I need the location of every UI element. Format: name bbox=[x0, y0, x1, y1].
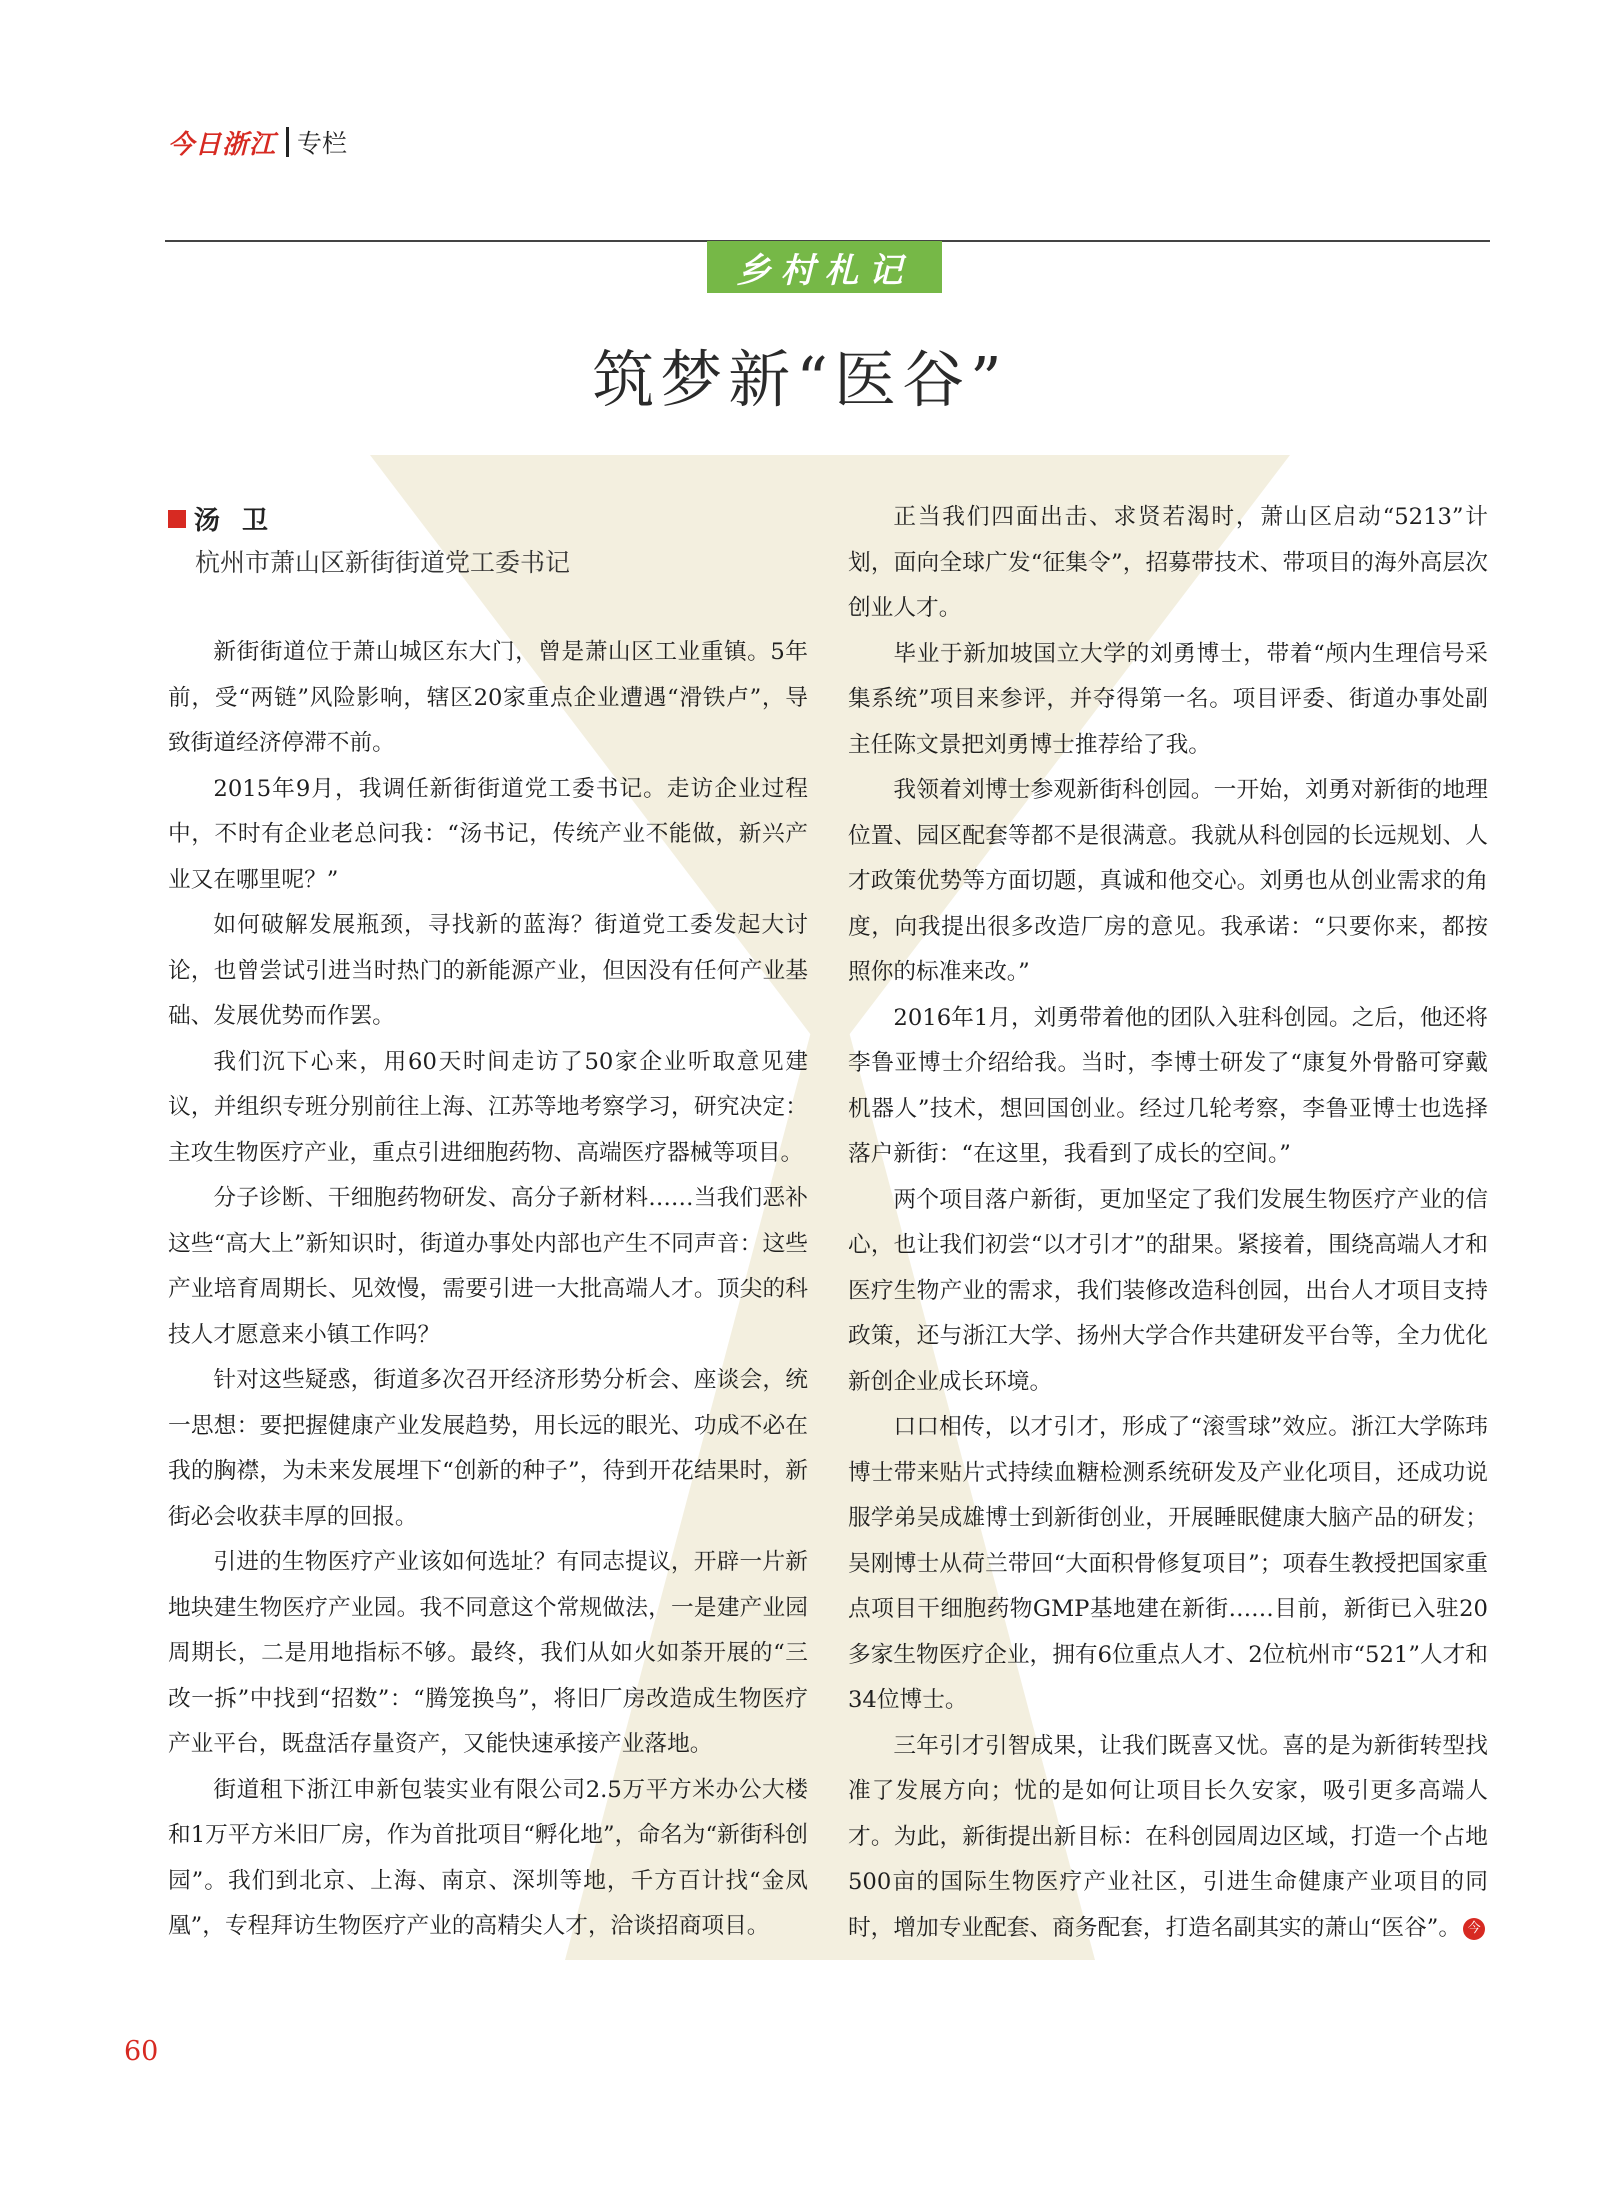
paragraph: 分子诊断、干细胞药物研发、高分子新材料……当我们恶补这些“高大上”新知识时，街道办事处内部也产生不同声音：这些产业培育周期长、见效慢，需要引进一大批高端人才。顶尖的科技人才愿意来小镇工作吗？ bbox=[168, 1185, 808, 1348]
paragraph: 口口相传，以才引才，形成了“滚雪球”效应。浙江大学陈玮博士带来贴片式持续血糖检测系统研发及产业化项目，还成功说服学弟吴成雄博士到新街创业，开展睡眠健康大脑产品的研发；吴刚博士从荷兰带回“大面积骨修复项目”；项春生教授把国家重点项目干细胞药物GMP基地建在新街……目前，新街已入驻20多家生物医疗企业，拥有6位重点人才、2位杭州市“521”人才和34位博士。 bbox=[848, 1414, 1488, 1713]
paragraph: 我们沉下心来，用60天时间走访了50家企业听取意见建议，并组织专班分别前往上海、江苏等地考察学习，研究决定：主攻生物医疗产业，重点引进细胞药物、高端医疗器械等项目。 bbox=[168, 1048, 808, 1166]
paragraph: 针对这些疑惑，街道多次召开经济形势分析会、座谈会，统一思想：要把握健康产业发展趋势，用长远的眼光、功成不必在我的胸襟，为未来发展埋下“创新的种子”，待到开花结果时，新街必会收获丰厚的回报。 bbox=[168, 1367, 808, 1530]
paragraph: 两个项目落户新街，更加坚定了我们发展生物医疗产业的信心，也让我们初尝“以才引才”的甜果。紧接着，围绕高端人才和医疗生物产业的需求，我们装修改造科创园，出台人才项目支持政策，还与浙江大学、扬州大学合作共建研发平台等，全力优化新创企业成长环境。 bbox=[848, 1186, 1488, 1395]
left-column bbox=[168, 630, 808, 1950]
paragraph: 我领着刘博士参观新街科创园。一开始，刘勇对新街的地理位置、园区配套等都不是很满意。我就从科创园的长远规划、人才政策优势等方面切题，真诚和他交心。刘勇也从创业需求的角度，向我提出很多改造厂房的意见。我承诺：“只要你来，都按照你的标准来改。” bbox=[848, 777, 1488, 985]
page-number: 60 bbox=[124, 2036, 159, 2067]
paragraph: 引进的生物医疗产业该如何选址？有同志提议，开辟一片新地块建生物医疗产业园。我不同意这个常规做法，一是建产业园周期长，二是用地指标不够。最终，我们从如火如荼开展的“三改一拆”中找到“招数”：“腾笼换鸟”，将旧厂房改造成生物医疗产业平台，既盘活存量资产，又能快速承接产业落地。 bbox=[168, 1549, 808, 1757]
author-marker-icon bbox=[168, 510, 186, 528]
magazine-logo: 今日浙江 bbox=[168, 129, 277, 160]
paragraph: 如何破解发展瓶颈，寻找新的蓝海？街道党工委发起大讨论，也曾尝试引进当时热门的新能源产业，但因没有任何产业基础、发展优势而作罢。 bbox=[168, 912, 808, 1029]
end-mark-icon: 今 bbox=[1463, 1918, 1485, 1940]
article-title: 筑梦新“医谷” bbox=[592, 343, 1008, 416]
paragraph: 新街街道位于萧山城区东大门，曾是萧山区工业重镇。5年前，受“两链”风险影响，辖区20家重点企业遭遇“滑铁卢”，导致街道经济停滞不前。 bbox=[168, 639, 808, 756]
right-column bbox=[848, 495, 1488, 1951]
paragraph-final bbox=[848, 1724, 1488, 1952]
author-byline bbox=[168, 500, 290, 537]
column-badge: 乡村札记 bbox=[707, 241, 942, 293]
paragraph: 2016年1月，刘勇带着他的团队入驻科创园。之后，他还将李鲁亚博士介绍给我。当时，李博士研发了“康复外骨骼可穿戴机器人”技术，想回国创业。经过几轮考察，李鲁亚博士也选择落户新街：“在这里，我看到了成长的空间。” bbox=[848, 1004, 1488, 1167]
author-role: 杭州市萧山区新街街道党工委书记 bbox=[195, 548, 571, 577]
paragraph: 正当我们四面出击、求贤若渴时，萧山区启动“5213”计划，面向全球广发“征集令”，招募带技术、带项目的海外高层次创业人才。 bbox=[848, 504, 1488, 621]
paragraph: 毕业于新加坡国立大学的刘勇博士，带着“颅内生理信号采集系统”项目来参评，并夺得第一名。项目评委、街道办事处副主任陈文景把刘勇博士推荐给了我。 bbox=[848, 640, 1488, 758]
header-divider bbox=[286, 127, 289, 157]
page-header bbox=[168, 125, 347, 159]
section-label: 专栏 bbox=[297, 129, 348, 158]
paragraph: 街道租下浙江申新包装实业有限公司2.5万平方米办公大楼和1万平方米旧厂房，作为首批项目“孵化地”，命名为“新街科创园”。我们到北京、上海、南京、深圳等地，千方百计找“金凤凰”，专程拜访生物医疗产业的高精尖人才，洽谈招商项目。 bbox=[168, 1776, 808, 1939]
author-name: 汤卫 bbox=[194, 506, 291, 536]
paragraph: 2015年9月，我调任新街街道党工委书记。走访企业过程中，不时有企业老总问我：“汤书记，传统产业不能做，新兴产业又在哪里呢？” bbox=[168, 775, 808, 893]
paragraph-final-text: 三年引才引智成果，让我们既喜又忧。喜的是为新街转型找准了发展方向；忧的是如何让项目长久安家，吸引更多高端人才。为此，新街提出新目标：在科创园周边区域，打造一个占地500亩的国际生物医疗产业社区，引进生命健康产业项目的同时，增加专业配套、商务配套，打造名副其实的萧山“医谷”。 bbox=[848, 1732, 1488, 1941]
